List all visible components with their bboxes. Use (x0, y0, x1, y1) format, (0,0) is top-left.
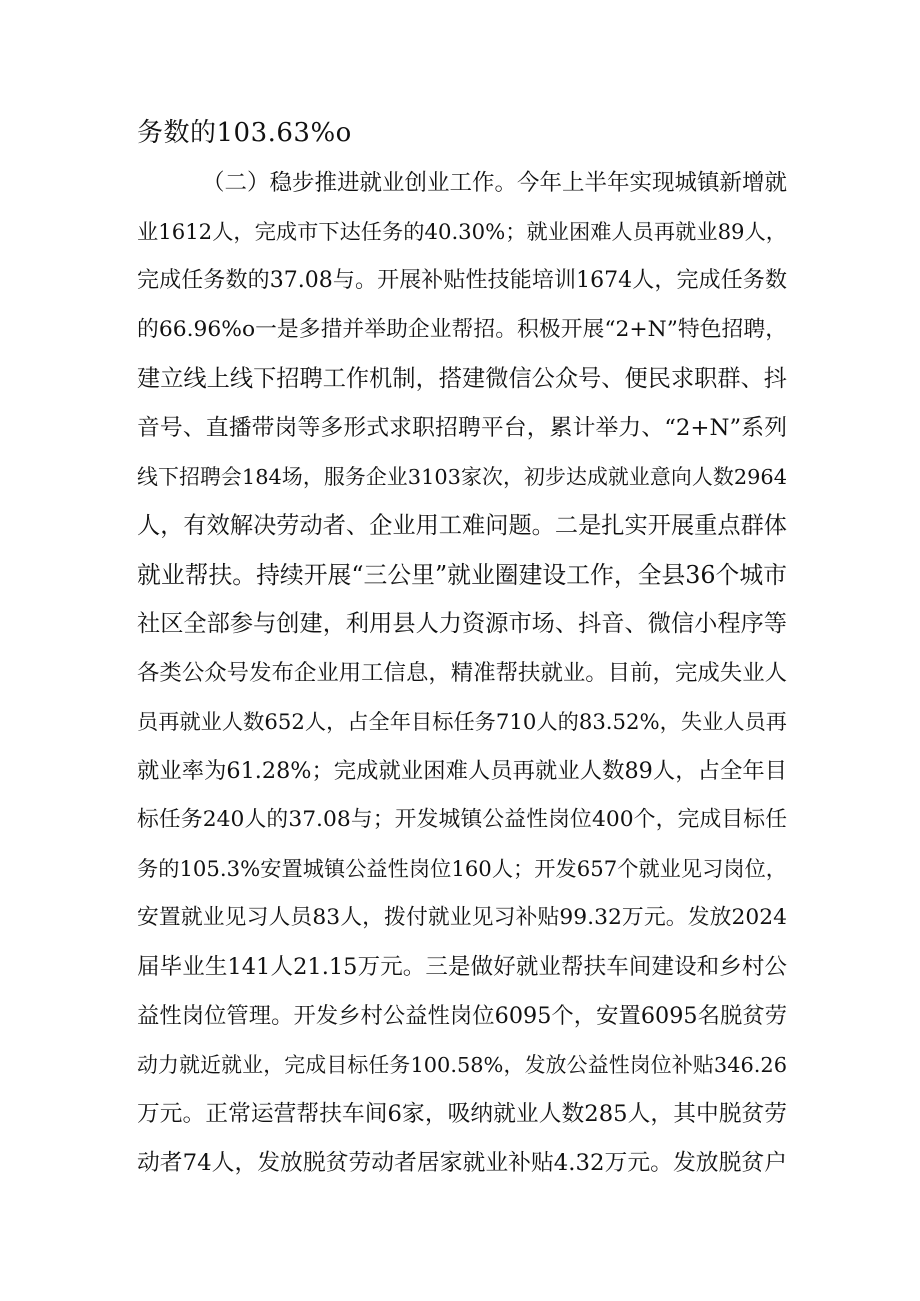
text-line-18: 届毕业生141人21.15万元。三是做好就业帮扶车间建设和乡村公 (137, 954, 787, 980)
section-heading-line: （二）稳步推进就业创业工作。今年上半年实现城镇新增就 (202, 170, 788, 196)
text-line-19: 益性岗位管理。开发乡村公益性岗位6095个，安置6095名脱贫劳 (137, 1003, 787, 1029)
text-line-1: 务数的103.63%o (137, 118, 352, 148)
text-line-22: 动者74人，发放脱贫劳动者居家就业补贴4.32万元。发放脱贫户 (137, 1150, 787, 1176)
text-line-20: 动力就近就业，完成目标任务100.58%，发放公益性岗位补贴346.26 (137, 1053, 787, 1077)
text-line-11: 社区全部参与创建，利用县人力资源市场、抖音、微信小程序等 (137, 610, 787, 637)
text-line-10: 就业帮扶。持续开展“三公里”就业圈建设工作，全县36个城市 (137, 561, 787, 589)
text-line-4: 完成任务数的37.08与。开展补贴性技能培训1674人，完成任务数 (137, 268, 787, 293)
text-line-9: 人，有效解决劳动者、企业用工难问题。二是扎实开展重点群体 (137, 512, 787, 539)
text-line-15: 标任务240人的37.08与；开发城镇公益性岗位400个，完成目标任 (137, 807, 787, 832)
text-line-13: 员再就业人数652人，占全年目标任务710人的83.52%，失业人员再 (137, 709, 787, 734)
text-line-21: 万元。正常运营帮扶车间6家，吸纳就业人数285人，其中脱贫劳 (137, 1101, 787, 1127)
text-line-17: 安置就业见习人员83人，拨付就业见习补贴99.32万元。发放2024 (137, 905, 787, 930)
text-line-16: 务的105.3%安置城镇公益性岗位160人；开发657个就业见习岗位， (137, 856, 787, 881)
text-line-14: 就业率为61.28%；完成就业困难人员再就业人数89人，占全年目 (137, 758, 787, 784)
text-line-6: 建立线上线下招聘工作机制，搭建微信公众号、便民求职群、抖 (137, 365, 787, 392)
text-line-8: 线下招聘会184场，服务企业3103家次，初步达成就业意向人数2964 (137, 465, 787, 489)
text-line-5: 的66.96%o一是多措并举助企业帮招。积极开展“2+N”特色招聘， (137, 317, 787, 342)
text-line-3: 业1612人，完成市下达任务的40.30%；就业困难人员再就业89人， (137, 219, 787, 244)
text-line-12: 各类公众号发布企业用工信息，精准帮扶就业。目前，完成失业人 (137, 660, 787, 686)
text-line-7: 音号、直播带岗等多形式求职招聘平台，累计举力、“2+N”系列 (137, 415, 787, 441)
